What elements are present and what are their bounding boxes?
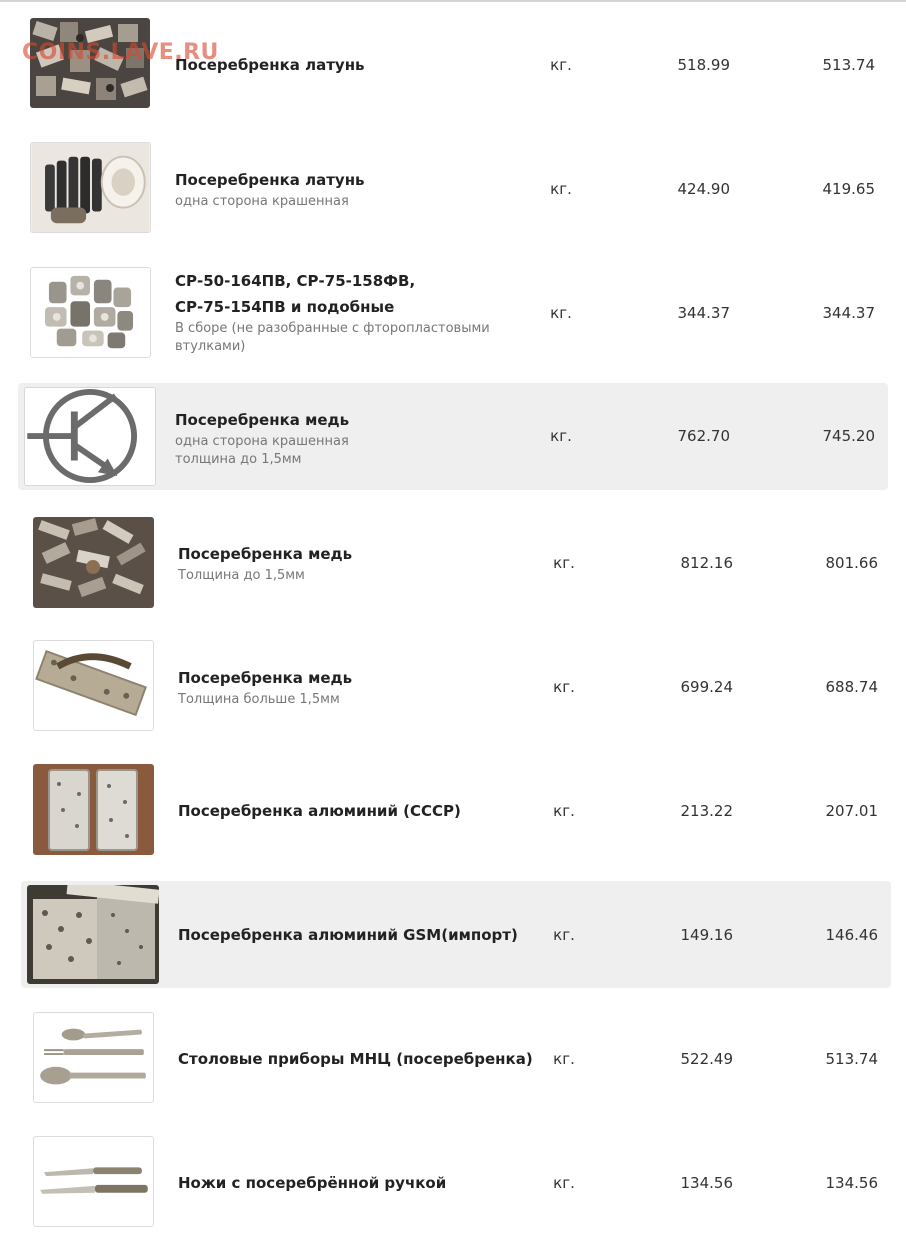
product-note: одна сторона крашенная	[175, 194, 349, 209]
product-title: Посеребренка латунь	[175, 56, 365, 74]
transistor-symbol-icon	[24, 387, 156, 486]
product-title: Посеребренка медь	[178, 545, 353, 563]
price-row	[0, 248, 906, 372]
unit-label: кг.	[550, 180, 572, 198]
price-row-highlighted	[18, 383, 888, 490]
price-primary: 134.56	[680, 1174, 733, 1192]
product-title: Посеребренка алюминий (СССР)	[178, 802, 461, 820]
price-secondary: 419.65	[822, 180, 875, 198]
silver-copper-scrap-image	[33, 517, 154, 608]
price-secondary: 344.37	[822, 304, 875, 322]
unit-label: кг.	[550, 56, 572, 74]
price-row-highlighted	[21, 881, 891, 988]
price-primary: 522.49	[680, 1050, 733, 1068]
price-row	[0, 124, 906, 248]
unit-label: кг.	[550, 304, 572, 322]
price-primary: 213.22	[680, 802, 733, 820]
price-primary: 812.16	[680, 554, 733, 572]
product-title: Посеребренка латунь	[175, 171, 365, 189]
product-note: толщина до 1,5мм	[175, 452, 302, 467]
silver-copper-bar-image	[33, 640, 154, 731]
price-secondary: 207.01	[825, 802, 878, 820]
price-secondary: 146.46	[825, 926, 878, 944]
cutlery-image	[33, 1012, 154, 1103]
product-title: Столовые приборы МНЦ (посеребренка)	[178, 1050, 533, 1068]
unit-label: кг.	[553, 678, 575, 696]
price-secondary: 801.66	[825, 554, 878, 572]
product-title: Ножи с посеребрённой ручкой	[178, 1174, 447, 1192]
product-title: Посеребренка алюминий GSM(импорт)	[178, 926, 518, 944]
unit-label: кг.	[553, 1174, 575, 1192]
product-title: СР-75-154ПВ и подобные	[175, 298, 395, 316]
rf-connectors-image	[30, 267, 151, 358]
product-title: СР-50-164ПВ, СР-75-158ФВ,	[175, 272, 416, 290]
aluminium-gsm-plate-image	[27, 885, 159, 984]
price-row	[0, 748, 906, 872]
product-note: Толщина до 1,5мм	[178, 568, 305, 583]
price-primary: 699.24	[680, 678, 733, 696]
unit-label: кг.	[550, 427, 572, 445]
price-primary: 424.90	[677, 180, 730, 198]
price-primary: 149.16	[680, 926, 733, 944]
product-title: Посеребренка медь	[175, 411, 350, 429]
product-note: Толщина больше 1,5мм	[178, 692, 340, 707]
price-row	[0, 624, 906, 748]
product-title: Посеребренка медь	[178, 669, 353, 687]
price-secondary: 513.74	[825, 1050, 878, 1068]
price-row	[0, 1120, 906, 1242]
knives-image	[33, 1136, 154, 1227]
price-primary: 344.37	[677, 304, 730, 322]
unit-label: кг.	[553, 926, 575, 944]
price-primary: 762.70	[677, 427, 730, 445]
product-note: одна сторона крашенная	[175, 434, 349, 449]
connector-radiator-image	[30, 142, 151, 233]
price-secondary: 745.20	[822, 427, 875, 445]
price-secondary: 513.74	[822, 56, 875, 74]
watermark: COINS.LAVE.RU	[22, 40, 219, 65]
unit-label: кг.	[553, 1050, 575, 1068]
price-primary: 518.99	[677, 56, 730, 74]
price-row	[0, 996, 906, 1120]
product-note: В сборе (не разобранные с фторопластовыми втулками)	[175, 321, 490, 354]
price-secondary: 134.56	[825, 1174, 878, 1192]
unit-label: кг.	[553, 554, 575, 572]
price-secondary: 688.74	[825, 678, 878, 696]
aluminium-plates-image	[33, 764, 154, 855]
price-row	[0, 500, 906, 624]
unit-label: кг.	[553, 802, 575, 820]
